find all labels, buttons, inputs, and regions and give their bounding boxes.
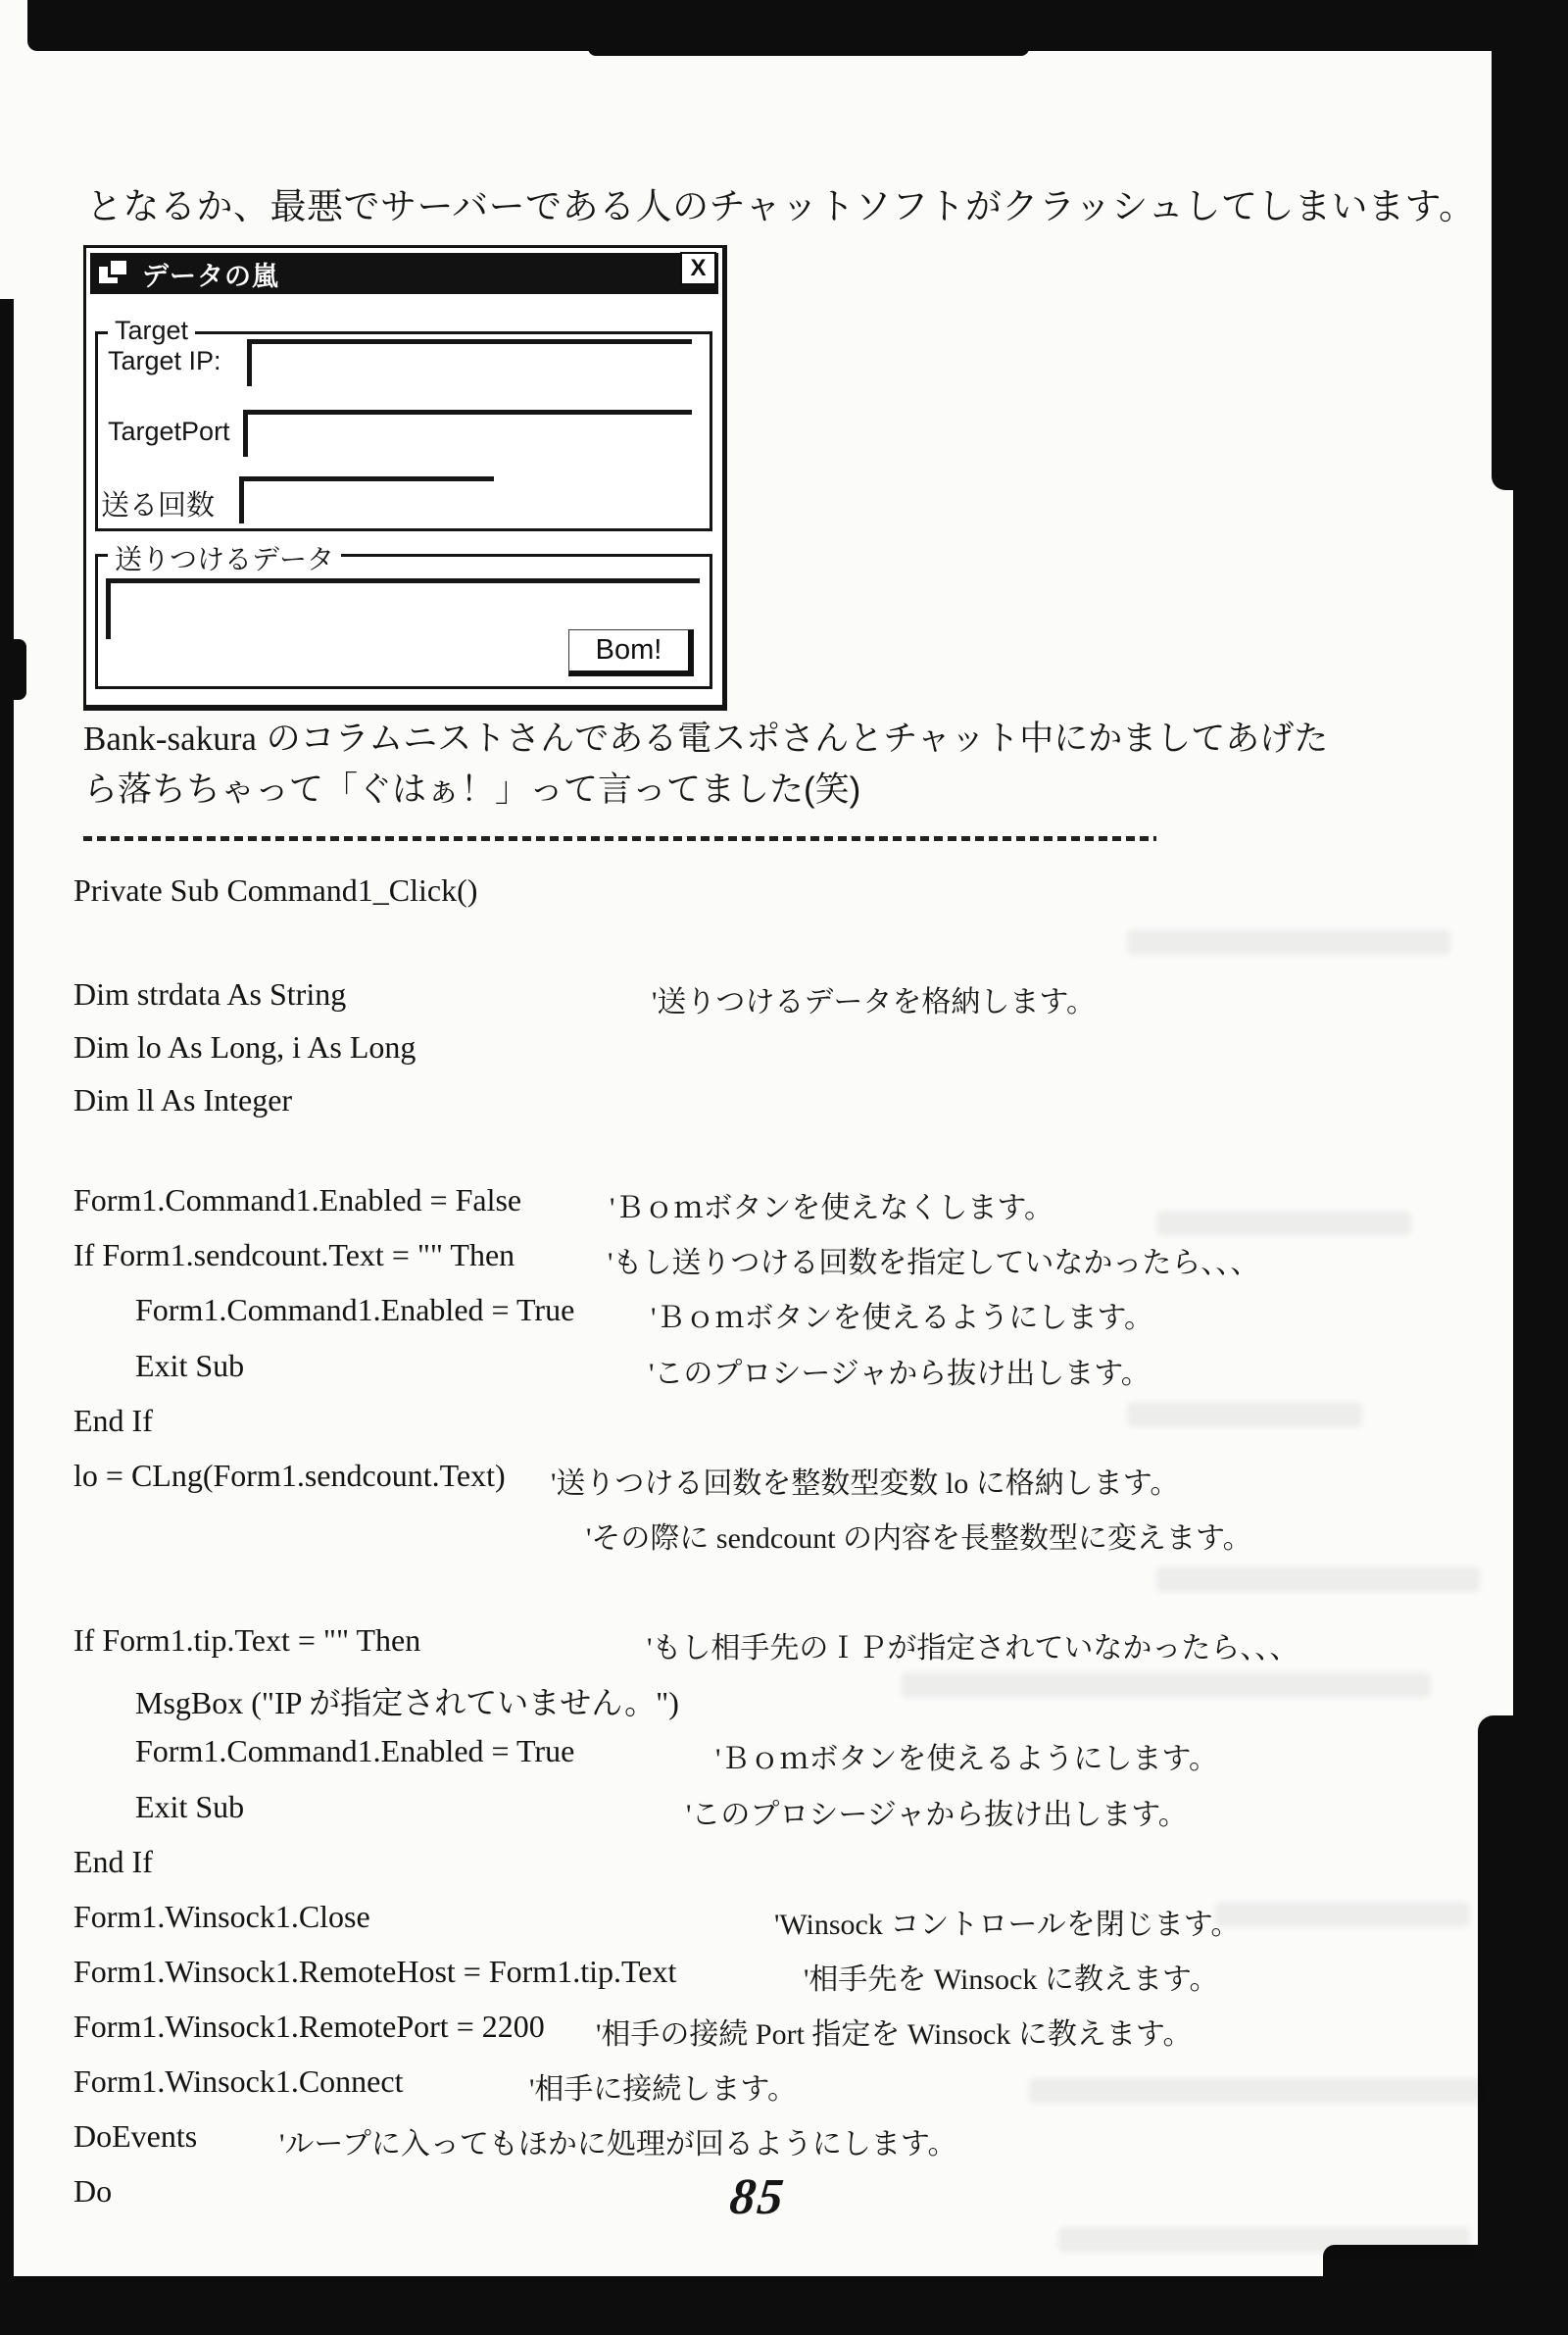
code-text: Exit Sub: [135, 1348, 245, 1383]
code-line: [0, 1954, 1568, 1999]
code-line: [0, 1899, 1568, 1944]
caption-line-1: [83, 712, 1328, 761]
code-line: [0, 1513, 1568, 1558]
code-line: [0, 872, 1568, 918]
data-storm-dialog: [83, 245, 727, 711]
page-number: 85: [727, 2169, 788, 2225]
code-text: MsgBox ("IP が指定されていません。"): [135, 1685, 679, 1720]
code-text: If Form1.tip.Text = "" Then: [74, 1622, 421, 1658]
code-comment: 'Ｂｏｍボタンを使えなくします。: [610, 1192, 1054, 1224]
code-line: [0, 1237, 1568, 1282]
code-comment: '相手に接続します。: [529, 2073, 798, 2106]
code-text: DoEvents: [74, 2118, 198, 2154]
code-text: Dim lo As Long, i As Long: [74, 1029, 416, 1065]
code-text: Exit Sub: [135, 1789, 245, 1824]
code-comment: 'もし相手先のＩＰが指定されていなかったら、、、: [647, 1632, 1299, 1664]
caption-latin: Bank-sakura: [83, 720, 257, 758]
send-data-groupbox: [95, 544, 712, 689]
code-comment: '相手の接続 Port 指定を Winsock に教えます。: [596, 2018, 1193, 2051]
code-line: [0, 1182, 1568, 1227]
code-text: Form1.Winsock1.Connect: [74, 2063, 404, 2099]
send-data-group-label: 送りつけるデータ: [108, 538, 341, 577]
code-line: [0, 2063, 1568, 2109]
code-text: End If: [74, 1403, 153, 1438]
code-line: [0, 1348, 1568, 1393]
code-line: [0, 2009, 1568, 2054]
caption-jp: のコラムニストさんである電スポさんとチャット中にかましてあげた: [256, 720, 1329, 758]
code-comment: 'このプロシージャから抜け出します。: [649, 1358, 1151, 1390]
scan-border-bottom-right-bump: [1323, 2245, 1568, 2335]
code-comment: 'Ｂｏｍボタンを使えるようにします。: [715, 1743, 1219, 1775]
code-line: [0, 1029, 1568, 1074]
scan-border-left-notch: [0, 639, 26, 700]
code-comment: 'ループに入ってもほかに処理が回るようにします。: [279, 2128, 957, 2161]
code-text: lo = CLng(Form1.sendcount.Text): [74, 1458, 506, 1493]
code-line: [0, 976, 1568, 1021]
code-text: Form1.Winsock1.RemoteHost = Form1.tip.Text: [74, 1954, 677, 1989]
target-group-label: Target: [108, 316, 195, 346]
ghost-text-smudge: [1156, 1566, 1480, 1592]
code-text: If Form1.sendcount.Text = "" Then: [74, 1237, 515, 1272]
send-count-label: 送る回数: [101, 490, 216, 522]
code-line: [0, 1292, 1568, 1337]
code-line: [0, 1678, 1568, 1723]
code-comment: '送りつける回数を整数型変数 lo に格納します。: [551, 1467, 1180, 1500]
code-text: Dim strdata As String: [74, 976, 347, 1012]
code-text: Dim ll As Integer: [74, 1082, 293, 1118]
send-count-input[interactable]: [239, 476, 494, 523]
scan-border-top-bump: [588, 0, 1029, 56]
close-icon[interactable]: X: [680, 252, 716, 285]
caption-line-2: ら落ちちゃって「ぐはぁ！」って言ってました(笑): [83, 770, 861, 809]
ghost-text-smudge: [1127, 929, 1450, 955]
target-port-label: TargetPort: [108, 417, 230, 446]
target-ip-input[interactable]: [247, 339, 692, 386]
code-line: [0, 1458, 1568, 1503]
code-comment: 'このプロシージャから抜け出します。: [686, 1799, 1188, 1831]
code-text: Form1.Winsock1.RemotePort = 2200: [74, 2009, 545, 2044]
code-text: Form1.Command1.Enabled = False: [74, 1182, 522, 1217]
code-line: [0, 2118, 1568, 2163]
code-text: Form1.Winsock1.Close: [74, 1899, 370, 1934]
code-text: Form1.Command1.Enabled = True: [135, 1292, 575, 1327]
code-line: [0, 1622, 1568, 1667]
code-line: [0, 1789, 1568, 1834]
dialog-titlebar[interactable]: [90, 253, 718, 294]
code-line: [0, 1403, 1568, 1448]
target-groupbox: [95, 316, 712, 531]
dialog-title: データの嵐: [142, 261, 279, 291]
target-port-input[interactable]: [243, 410, 692, 457]
intro-paragraph: となるか、最悪でサーバーである人のチャットソフトがクラッシュしてしまいます。: [86, 186, 1476, 226]
app-icon: [99, 261, 130, 286]
code-comment: 'Ｂｏｍボタンを使えるようにします。: [651, 1302, 1154, 1334]
code-comment: 'もし送りつける回数を指定していなかったら、、、: [608, 1247, 1260, 1279]
code-text: Form1.Command1.Enabled = True: [135, 1733, 575, 1768]
code-line: [0, 1844, 1568, 1889]
code-comment: '送りつけるデータを格納します。: [652, 986, 1097, 1018]
code-text: End If: [74, 1844, 153, 1879]
target-ip-label: Target IP:: [108, 346, 221, 375]
code-comment: 'Winsock コントロールを閉じます。: [774, 1909, 1241, 1941]
code-comment: '相手先を Winsock に教えます。: [804, 1963, 1219, 1996]
dashed-divider: [83, 836, 1156, 841]
code-comment: 'その際に sendcount の内容を長整数型に変えます。: [586, 1522, 1252, 1555]
scan-border-right-upper: [1492, 39, 1568, 490]
ghost-text-smudge: [1058, 2227, 1470, 2253]
code-text: Private Sub Command1_Click(): [74, 872, 478, 908]
bom-button[interactable]: Bom!: [568, 629, 694, 676]
code-line: [0, 1082, 1568, 1127]
code-line: [0, 1733, 1568, 1778]
code-text: Do: [74, 2173, 113, 2209]
